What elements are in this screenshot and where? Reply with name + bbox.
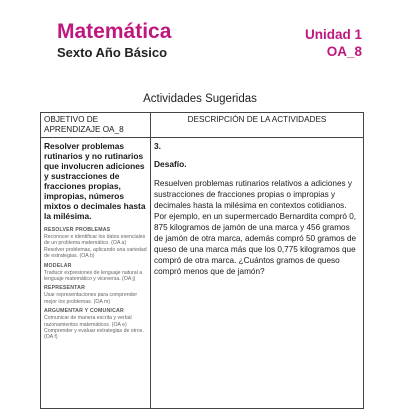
description-column-header: DESCRIPCIÓN DE LA ACTIVIDADES	[151, 113, 364, 138]
skill-name: MODELAR	[44, 262, 72, 269]
skill-description: Reconocer e identificar los datos esenciales de un problema matemático. (OA a) Resolver problemas, aplicando una variedad de estrategias. (OA b)	[44, 234, 147, 260]
oa-label: OA_8	[326, 44, 362, 59]
section-title: Actividades Sugeridas	[143, 93, 257, 105]
activity-cell	[151, 138, 364, 409]
skill-name: RESOLVER PROBLEMAS	[44, 227, 111, 233]
skill-name: REPRESENTAR	[44, 285, 86, 292]
objective-cell	[41, 138, 151, 409]
unit-label: Unidad 1	[304, 27, 362, 42]
skill-description: Comunicar de manera escrita y verbal razonamientos matemáticos. (OA e) Comprender y evaluar estrategias de otros. (OA f)	[44, 315, 144, 341]
activity-description: Resuelven problemas rutinarios relativos a adiciones y sustracciones de fracciones propias o impropias y decimales hasta la milésima en contextos cotidianos. Por ejemplo, en un supermercado Bernardita compró 0, 875 kilogramos de jamón de una marca y 456 gramos de jamón de otra marca, además compró 50 gramos de queso de una marca más que los 0,775 kilogramos que compró de otra marca. ¿Cuántos gramos de queso compró menos que de jamón?	[154, 179, 357, 276]
table-header-row	[41, 113, 364, 138]
activity-number: 3.	[154, 141, 161, 151]
skill-description: Traducir expresiones de lenguaje natural a lenguaje matemático y viceversa. (OA j)	[44, 269, 143, 283]
skill-description: Usar representaciones para comprender mejor los problemas. (OA m)	[44, 292, 138, 305]
grade-subtitle: Sexto Año Básico	[57, 45, 168, 60]
table-row	[41, 138, 364, 409]
activity-title: Desafío.	[154, 159, 187, 169]
skill-name: ARGUMENTAR Y COMUNICAR	[44, 308, 124, 315]
objective-text: Resolver problemas rutinarios y no rutinarios que involucren adiciones y sustracciones de fracciones propias, impropias, números mixtos o decimales hasta la milésima.	[44, 141, 146, 221]
skills-list	[44, 227, 147, 341]
objective-column-header: OBJETIVO DE APRENDIZAJE OA_8	[41, 113, 151, 138]
page-title: Matemática	[57, 20, 172, 43]
activities-table	[40, 112, 364, 409]
